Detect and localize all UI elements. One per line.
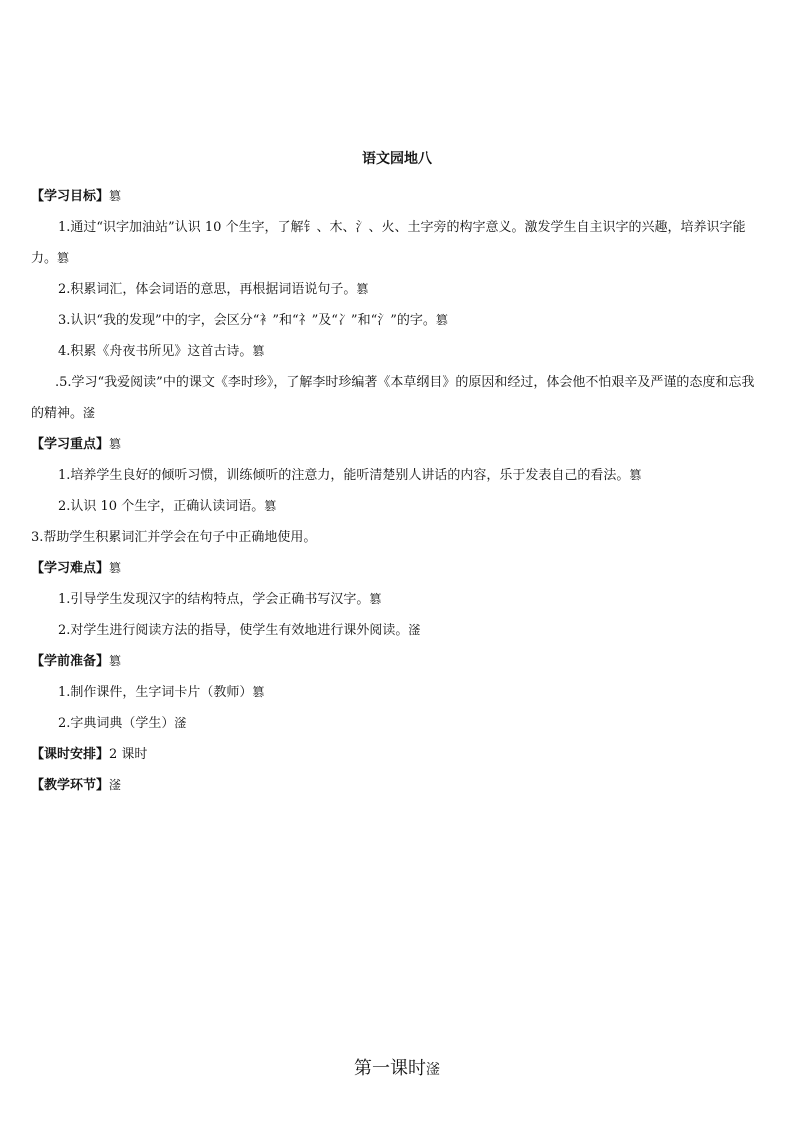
stray-mark: ​篡 xyxy=(369,592,382,606)
focus-item-3: 3.帮助学生积累词汇并学会在句子中正确地使用。 xyxy=(31,530,317,545)
section-heading-focus xyxy=(31,429,766,460)
focus-text: 1.培养学生良好的倾听习惯，训练倾听的注意力，能听清楚别人讲话的内容，乐于发表自己的看法。 xyxy=(58,468,630,483)
schedule-value: 2 课时 xyxy=(109,747,148,762)
goal-item-1 xyxy=(31,212,766,274)
heading-text: 【教学环节】 xyxy=(31,778,110,793)
difficulty-text: 2.对学生进行阅读方法的指导，使学生有效地进行课外阅读。 xyxy=(58,623,409,638)
stray-mark: ​篡 xyxy=(109,189,122,203)
goal-item-5 xyxy=(31,367,766,429)
stray-mark: ​篡 xyxy=(629,468,642,482)
goal-text: 4.积累《舟夜书所见》这首古诗。 xyxy=(58,344,253,359)
heading-text: 【学习目标】 xyxy=(31,189,110,204)
stray-mark: ​篡 xyxy=(435,313,448,327)
prep-text: 2.字典词典（学生） xyxy=(58,716,175,731)
difficulty-text: 1.引导学生发现汉字的结构特点，学会正确书写汉字。 xyxy=(58,592,370,607)
stray-mark: ​滏 xyxy=(109,778,122,792)
stray-mark: ​篡 xyxy=(109,561,122,575)
stray-mark: ​篡 xyxy=(252,344,265,358)
focus-item-1 xyxy=(31,460,766,491)
focus-text: 2.认识 10 个生字，正确认读词语。 xyxy=(58,499,265,514)
prep-item-1 xyxy=(31,677,766,708)
prep-item-2 xyxy=(31,708,766,739)
lesson-subtitle xyxy=(0,1056,794,1083)
stray-mark: ​篡 xyxy=(109,654,122,668)
heading-text: 【学习重点】 xyxy=(31,437,110,452)
section-heading-difficulty xyxy=(31,553,766,584)
stray-mark: ​篡 xyxy=(252,685,265,699)
goal-item-4 xyxy=(31,336,766,367)
goal-text: 3.认识“我的发现”中的字，会区分“衤”和“礻”及“冫”和“氵”的字。 xyxy=(58,313,436,328)
stray-mark: ​滏 xyxy=(408,623,421,637)
heading-text: 【课时安排】 xyxy=(31,747,110,762)
focus-item-2 xyxy=(31,491,766,522)
goal-text: .5.学习“我爱阅读”中的课文《李时珍》，了解李时珍编著《本草纲目》的原因和经过，体会他不怕艰辛及严谨的态度和忘我的精神。 xyxy=(31,375,755,421)
section-heading-goals xyxy=(31,181,766,212)
stray-mark: ​滏 xyxy=(426,1062,440,1078)
stray-mark: ​篡 xyxy=(109,437,122,451)
section-heading-steps xyxy=(31,770,766,801)
goal-item-2 xyxy=(31,274,766,305)
goal-text: 2.积累词汇，体会词语的意思，再根据词语说句子。 xyxy=(58,282,357,297)
heading-text: 【学习难点】 xyxy=(31,561,110,576)
schedule-line xyxy=(31,739,766,770)
prep-text: 1.制作课件，生字词卡片（教师） xyxy=(58,685,253,700)
stray-mark: ​篡 xyxy=(57,251,70,265)
goal-text: 1.通过“识字加油站”认识 10 个生字，了解钅、木、氵、火、土字旁的构字意义。激发学生自主识字的兴趣，培养识字能力。 xyxy=(31,220,746,266)
stray-mark: ​滏 xyxy=(83,406,96,420)
page-title: 语文园地八 xyxy=(362,151,432,167)
heading-text: 【学前准备】 xyxy=(31,654,110,669)
goal-item-3 xyxy=(31,305,766,336)
section-heading-prep xyxy=(31,646,766,677)
difficulty-item-1 xyxy=(31,584,766,615)
stray-mark: ​滏 xyxy=(174,716,187,730)
document-body xyxy=(31,181,766,801)
lesson-subtitle-text: 第一课时 xyxy=(354,1058,426,1079)
difficulty-item-2 xyxy=(31,615,766,646)
stray-mark: ​篡 xyxy=(356,282,369,296)
stray-mark: ​篡 xyxy=(264,499,277,513)
